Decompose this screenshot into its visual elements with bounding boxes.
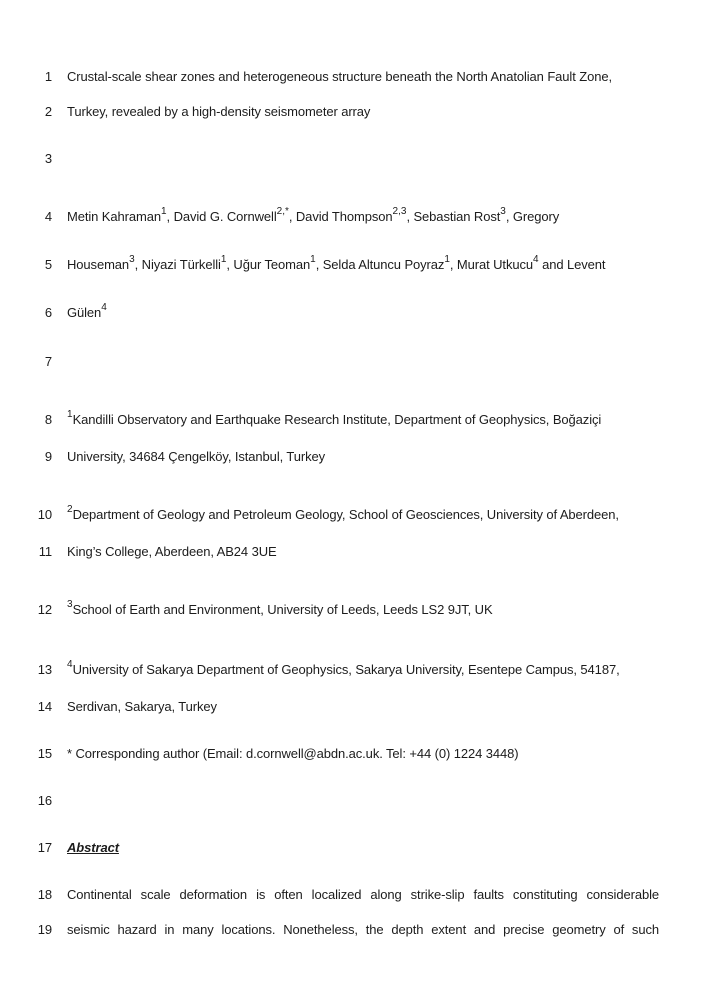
line-number: 16 bbox=[37, 793, 52, 808]
line-text bbox=[67, 544, 659, 559]
text-segment: University of Sakarya Department of Geophysics, Sakarya University, Esentepe Campus, 54187, bbox=[72, 662, 620, 677]
superscript: 2,3 bbox=[392, 206, 407, 217]
line-13 bbox=[0, 659, 707, 679]
line-4 bbox=[0, 206, 707, 226]
superscript: 3 bbox=[67, 599, 73, 610]
line-12 bbox=[0, 599, 707, 619]
line-number: 12 bbox=[37, 602, 52, 617]
line-number: 3 bbox=[44, 151, 52, 166]
paragraph-blank bbox=[0, 151, 707, 166]
paragraph-affiliation-4 bbox=[0, 659, 707, 714]
text-segment: Abstract bbox=[67, 840, 119, 855]
text-segment: , David Thompson bbox=[288, 209, 393, 224]
line-9 bbox=[0, 449, 707, 464]
text-segment: School of Earth and Environment, University of Leeds, Leeds LS2 9JT, UK bbox=[72, 602, 493, 617]
text-segment: Gülen bbox=[67, 305, 102, 320]
line-5 bbox=[0, 254, 707, 274]
line-text bbox=[67, 151, 659, 166]
superscript: 4 bbox=[533, 254, 539, 265]
line-14 bbox=[0, 699, 707, 714]
text-segment: , Murat Utkucu bbox=[449, 257, 534, 272]
line-3 bbox=[0, 151, 707, 166]
paragraph-correspondence bbox=[0, 746, 707, 761]
superscript: 1 bbox=[310, 254, 316, 265]
line-text bbox=[67, 840, 659, 855]
line-number: 6 bbox=[44, 305, 52, 320]
line-number: 5 bbox=[44, 257, 52, 272]
text-segment: , Niyazi Türkelli bbox=[134, 257, 221, 272]
line-text bbox=[67, 206, 659, 226]
line-number: 11 bbox=[38, 544, 52, 559]
line-number: 17 bbox=[37, 840, 52, 855]
line-text bbox=[67, 254, 659, 274]
superscript: 4 bbox=[67, 659, 73, 670]
text-segment: Kandilli Observatory and Earthquake Research Institute, Department of Geophysics, Boğaziçi bbox=[72, 412, 602, 427]
line-number: 8 bbox=[44, 412, 52, 427]
superscript: 1 bbox=[220, 254, 227, 265]
line-number: 14 bbox=[37, 699, 52, 714]
line-text bbox=[67, 104, 659, 119]
paragraph-blank bbox=[0, 793, 707, 808]
text-segment: Metin Kahraman bbox=[67, 209, 161, 224]
superscript: 4 bbox=[101, 302, 107, 313]
superscript: 2 bbox=[67, 504, 73, 515]
line-text bbox=[67, 922, 659, 937]
text-segment: Houseman bbox=[67, 257, 130, 272]
text-segment: * Corresponding author (Email: d.cornwell@abdn.ac.uk. Tel: +44 (0) 1224 3448) bbox=[67, 746, 519, 761]
text-segment: King’s College, Aberdeen, AB24 3UE bbox=[67, 544, 277, 559]
paragraph-affiliation-2 bbox=[0, 504, 707, 559]
line-16 bbox=[0, 793, 707, 808]
line-text bbox=[67, 746, 659, 761]
line-18 bbox=[0, 887, 707, 902]
superscript: 1 bbox=[444, 254, 450, 265]
line-text bbox=[67, 409, 659, 429]
line-number: 15 bbox=[37, 746, 52, 761]
paragraph-abstract-heading bbox=[0, 840, 707, 855]
line-text bbox=[67, 599, 659, 619]
line-text bbox=[67, 449, 659, 464]
line-number: 10 bbox=[37, 507, 52, 522]
line-number: 1 bbox=[44, 69, 52, 84]
line-text bbox=[67, 793, 659, 808]
line-number: 2 bbox=[44, 104, 52, 119]
paragraph-blank bbox=[0, 354, 707, 369]
line-11 bbox=[0, 544, 707, 559]
paragraph-abstract-body bbox=[0, 887, 707, 937]
line-number: 19 bbox=[37, 922, 52, 937]
text-segment: Turkey, revealed by a high-density seismometer array bbox=[67, 104, 371, 119]
line-text bbox=[67, 69, 659, 84]
line-number: 4 bbox=[44, 209, 52, 224]
text-segment: Crustal-scale shear zones and heterogeneous structure beneath the North Anatolian Fault Zone, bbox=[67, 69, 612, 84]
line-2 bbox=[0, 104, 707, 119]
superscript: 1 bbox=[67, 409, 73, 420]
text-segment: University, 34684 Çengelköy, Istanbul, Turkey bbox=[67, 449, 326, 464]
line-text bbox=[67, 354, 659, 369]
paragraph-affiliation-3 bbox=[0, 599, 707, 619]
line-19 bbox=[0, 922, 707, 937]
line-text bbox=[67, 887, 659, 902]
line-text bbox=[67, 504, 659, 524]
line-text bbox=[67, 659, 659, 679]
text-segment: Serdivan, Sakarya, Turkey bbox=[67, 699, 217, 714]
line-text bbox=[67, 302, 659, 322]
text-segment: , David G. Cornwell bbox=[166, 209, 277, 224]
paragraph-title bbox=[0, 69, 707, 119]
text-segment: seismic hazard in many locations. Nonetheless, the depth extent and precise geometry of such bbox=[67, 922, 659, 937]
paragraph-authors bbox=[0, 206, 707, 322]
superscript: 3 bbox=[129, 254, 135, 265]
line-6 bbox=[0, 302, 707, 322]
line-8 bbox=[0, 409, 707, 429]
line-text bbox=[67, 699, 659, 714]
line-number: 18 bbox=[37, 887, 52, 902]
text-segment: , Sebastian Rost bbox=[406, 209, 501, 224]
text-segment: , Gregory bbox=[505, 209, 560, 224]
text-segment: , Uğur Teoman bbox=[226, 257, 311, 272]
text-segment: , Selda Altuncu Poyraz bbox=[315, 257, 445, 272]
line-1 bbox=[0, 69, 707, 84]
line-17 bbox=[0, 840, 707, 855]
line-number: 7 bbox=[44, 354, 52, 369]
paragraph-affiliation-1 bbox=[0, 409, 707, 464]
superscript: 1 bbox=[160, 206, 167, 217]
superscript: 3 bbox=[500, 206, 506, 217]
text-segment: Department of Geology and Petroleum Geology, School of Geosciences, University of Aberdeen, bbox=[72, 507, 619, 522]
line-number: 13 bbox=[37, 662, 52, 677]
line-number: 9 bbox=[44, 449, 52, 464]
text-segment: Continental scale deformation is often localized along strike-slip faults constituting considerable bbox=[67, 887, 659, 902]
text-segment: and Levent bbox=[538, 257, 606, 272]
line-15 bbox=[0, 746, 707, 761]
line-7 bbox=[0, 354, 707, 369]
superscript: 2,* bbox=[276, 206, 289, 217]
line-10 bbox=[0, 504, 707, 524]
